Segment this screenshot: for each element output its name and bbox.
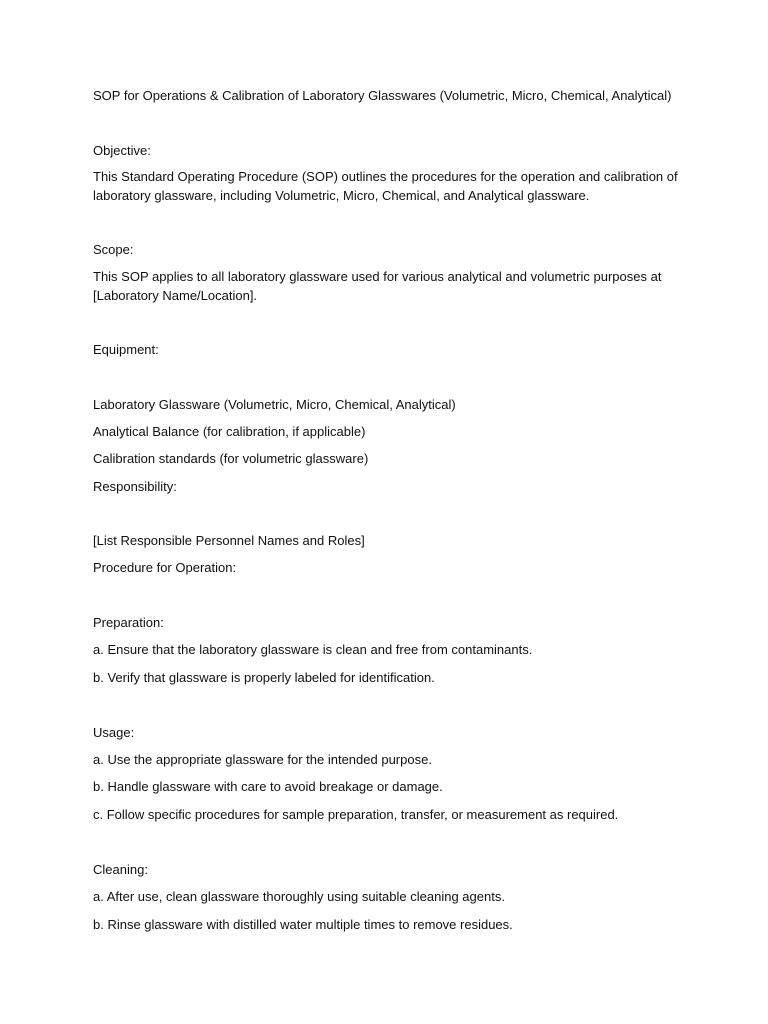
equipment-heading: Equipment:	[93, 342, 159, 357]
scope-text: This SOP applies to all laboratory glassware used for various analytical and volumetric purposes at [Laboratory Name/Location].	[93, 269, 662, 303]
cleaning-item: a. After use, clean glassware thoroughly using suitable cleaning agents.	[93, 889, 505, 904]
document-title: SOP for Operations & Calibration of Laboratory Glasswares (Volumetric, Micro, Chemical, Analytical)	[93, 88, 672, 103]
responsibility-text: [List Responsible Personnel Names and Roles]	[93, 533, 365, 548]
usage-heading: Usage:	[93, 725, 135, 740]
equipment-item: Analytical Balance (for calibration, if applicable)	[93, 424, 366, 439]
objective-heading: Objective:	[93, 143, 151, 158]
usage-item: c. Follow specific procedures for sample preparation, transfer, or measurement as required.	[93, 807, 619, 822]
cleaning-item: b. Rinse glassware with distilled water multiple times to remove residues.	[93, 917, 513, 932]
usage-item: b. Handle glassware with care to avoid breakage or damage.	[93, 779, 443, 794]
equipment-item: Laboratory Glassware (Volumetric, Micro, Chemical, Analytical)	[93, 397, 456, 412]
equipment-item: Calibration standards (for volumetric glassware)	[93, 451, 369, 466]
preparation-item: a. Ensure that the laboratory glassware is clean and free from contaminants.	[93, 642, 533, 657]
scope-heading: Scope:	[93, 242, 134, 257]
preparation-item: b. Verify that glassware is properly labeled for identification.	[93, 670, 435, 685]
procedure-heading: Procedure for Operation:	[93, 560, 237, 575]
responsibility-heading: Responsibility:	[93, 479, 177, 494]
usage-item: a. Use the appropriate glassware for the intended purpose.	[93, 752, 432, 767]
preparation-heading: Preparation:	[93, 615, 164, 630]
cleaning-heading: Cleaning:	[93, 862, 148, 877]
objective-text: This Standard Operating Procedure (SOP) outlines the procedures for the operation and calibration of laboratory glassware, including Volumetric, Micro, Chemical, and Analytical glassware.	[93, 169, 678, 203]
